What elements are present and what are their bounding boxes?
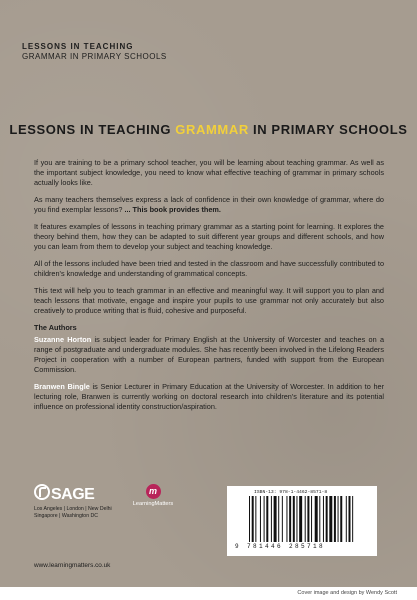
- blurb-paragraph-2-emphasis: ... This book provides them.: [124, 205, 221, 214]
- publisher-website: www.learningmatters.co.uk: [34, 562, 111, 569]
- sage-wordmark: SAGE: [51, 486, 95, 503]
- author-2-bio: [34, 382, 384, 412]
- blurb-content: [34, 158, 384, 419]
- author-2-text: is Senior Lecturer in Primary Education at the University of Worcester. In addition to her lecturing role, Branwen is currently working on doctoral research into children's literature and its potential influence on professional identity construction/aspiration.: [34, 382, 385, 411]
- barcode-digits: 9 781446 285718: [235, 543, 326, 550]
- barcode-icon: [249, 496, 359, 542]
- publisher-logos: [34, 484, 194, 544]
- blurb-paragraph-3: It features examples of lessons in teaching primary grammar as a starting point for learning. It explores the theory behind them, how they can be adapted to suit different year groups and different schools, and how you can learn from them to develop your subject and teaching knowledge.: [34, 222, 384, 251]
- learningmatters-wordmark: LearningMatters: [132, 501, 174, 507]
- cities-line-1: Los Angeles | London | New Delhi: [34, 506, 112, 512]
- title-part-1: LESSONS IN TEACHING: [9, 122, 176, 137]
- book-title: [0, 122, 417, 137]
- author-1-bio: [34, 335, 384, 375]
- cities-line-2: Singapore | Washington DC: [34, 513, 99, 519]
- blurb-paragraph-5: This text will help you to teach grammar in an effective and meaningful way. It will support you to plan and teach lessons that motivate, engage and inspire your pupils to use grammar not only accurately but also creatively to produce writing that is fluid, cohesive and purposeful.: [34, 286, 384, 315]
- cover-credit: Cover image and design by Wendy Scott: [297, 590, 397, 596]
- blurb-paragraph-1: If you are training to be a primary school teacher, you will be learning about teaching grammar. As well as the important subject knowledge, you need to know what effective teaching of grammar in primary schools actually looks like.: [34, 158, 384, 187]
- blurb-paragraph-4: All of the lessons included have been tried and tested in the classroom and have successfully contributed to children's knowledge and understanding of grammatical concepts.: [34, 259, 384, 278]
- learningmatters-logo: [123, 484, 183, 507]
- series-line-2: GRAMMAR IN PRIMARY SCHOOLS: [22, 52, 167, 61]
- barcode-panel: [227, 486, 377, 556]
- blurb-paragraph-2-text: As many teachers themselves express a lack of confidence in their own knowledge of grammar, where do you find exemplar lessons?: [34, 195, 384, 214]
- sage-logo: [34, 484, 94, 504]
- learningmatters-mark-icon: m: [146, 484, 161, 499]
- title-part-2: IN PRIMARY SCHOOLS: [248, 122, 408, 137]
- authors-heading: The Authors: [34, 323, 77, 332]
- blurb-paragraph-2: [34, 195, 384, 215]
- series-line-1: LESSONS IN TEACHING: [22, 42, 134, 51]
- publisher-cities: [34, 506, 112, 520]
- title-highlight: GRAMMAR: [175, 122, 249, 137]
- author-1-name: Suzanne Horton: [34, 335, 92, 344]
- author-2-name: Branwen Bingle: [34, 382, 90, 391]
- series-label: [22, 42, 167, 61]
- sage-mark-icon: [34, 484, 50, 500]
- isbn-label: ISBN-13: 978-1-4462-8571-8: [254, 490, 328, 495]
- author-1-text: is subject leader for Primary English at the University of Worcester and teaches on a range of postgraduate and undergraduate modules. She has recently been involved in the Lifelong Readers Project in cooperation with a number of European partners, funded with support from the European Commission.: [34, 335, 384, 374]
